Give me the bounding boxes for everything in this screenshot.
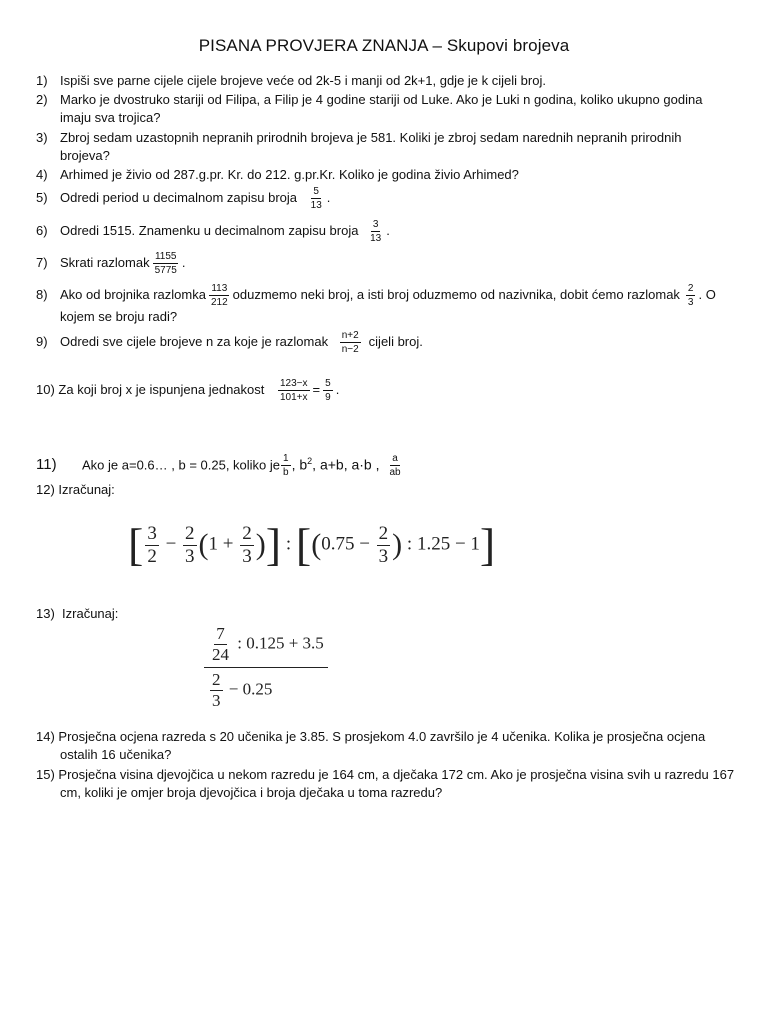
math-fraction [240, 523, 254, 568]
question-11 [36, 452, 406, 478]
fraction-numerator: a [392, 453, 398, 465]
fraction-denominator: 3 [687, 297, 694, 308]
question-13 [36, 605, 118, 623]
fraction [368, 219, 383, 244]
question-12 [36, 481, 115, 499]
question-9 [36, 330, 423, 355]
question-text: Izračunaj: [62, 606, 119, 621]
fraction [388, 453, 403, 478]
fraction-numerator: 113 [211, 283, 228, 294]
math-number: 1 [208, 533, 219, 555]
punctuation: . [326, 189, 331, 205]
compound-numerator [204, 624, 328, 668]
question-text: Marko je dvostruko stariji od Filipa, a Filip je 4 godine stariji od Luke. Ako je Luki n godina, koliko ukupno godina [60, 92, 703, 107]
fraction [209, 283, 230, 308]
fraction-denominator: n−2 [341, 344, 359, 355]
question-number: 5) [36, 189, 48, 205]
question-text: Ako je a=0.6… , b = 0.25, koliko je [82, 457, 281, 473]
question-text: Za koji broj x je ispunjena jednakost [58, 381, 265, 397]
question-number: 15) [36, 767, 55, 782]
fraction [309, 186, 324, 211]
question-number: 11) [36, 456, 57, 474]
fraction-denominator: 13 [370, 233, 382, 244]
fraction-denominator: b [283, 467, 289, 479]
page-title: PISANA PROVJERA ZNANJA – Skupovi brojeva [198, 36, 570, 55]
question-number: 13) [36, 606, 55, 621]
fraction-denominator: 212 [210, 297, 228, 308]
math-operator: + [222, 533, 234, 555]
bracket-open: [ [295, 519, 312, 570]
fraction-denominator: 13 [310, 200, 322, 211]
question-text: Prosječna ocjena razreda s 20 učenika je 3.85. S prosjekom 4.0 završilo je 4 učenika. Kolika je prosječna ocjena [58, 729, 706, 744]
question-text: Odredi period u decimalnom zapisu broja [60, 189, 298, 205]
fraction [281, 453, 291, 478]
math-denominator: 24 [212, 645, 229, 664]
math-numerator: 2 [185, 522, 195, 544]
question-number: 7) [36, 254, 48, 270]
question-8 [36, 283, 716, 326]
question-text: , b [291, 456, 308, 473]
question-text: , a+b, a·b , [312, 456, 380, 473]
math-operator: − [165, 533, 177, 555]
fraction-numerator: n+2 [341, 330, 359, 341]
question-5 [36, 186, 330, 211]
math-fraction [377, 523, 391, 568]
fraction-numerator: 5 [313, 186, 319, 197]
question-text: . O [698, 286, 716, 302]
fraction-denominator: 9 [325, 392, 331, 403]
question-text: cijeli broj. [368, 333, 423, 349]
fraction-numerator: 5 [325, 378, 331, 389]
question-number: 1) [36, 73, 48, 88]
bracket-open: [ [128, 519, 144, 570]
fraction [153, 251, 179, 276]
math-text: : 1.25 − 1 [406, 533, 480, 555]
fraction [686, 283, 696, 308]
question-text-continued: ostalih 16 učenika? [60, 747, 172, 762]
question-text: Prosječna visina djevojčica u nekom razredu je 164 cm, a dječaka 172 cm. Ako je prosječna visina svih u razredu 167 [58, 767, 735, 782]
question-number: 9) [36, 333, 48, 349]
question-text-continued: kojem se broju radi? [60, 309, 178, 324]
math-fraction [210, 670, 223, 711]
punctuation: . [181, 254, 186, 270]
question-number: 12) [36, 482, 55, 497]
fraction-numerator: 123−x [280, 378, 308, 389]
question-14 [36, 728, 705, 764]
math-fraction [183, 523, 197, 568]
math-number: 0.75 [321, 533, 355, 555]
math-denominator: 3 [378, 545, 389, 567]
question-text: Odredi 1515. Znamenku u decimalnom zapisu broja [60, 222, 359, 238]
fraction-denominator: ab [389, 467, 401, 479]
math-text: − 0.25 [228, 679, 273, 699]
fraction [323, 378, 333, 403]
equals-sign: = [312, 381, 321, 397]
question-7 [36, 251, 185, 276]
question-text: Ako od brojnika razlomka [60, 286, 206, 302]
question-number: 4) [36, 167, 48, 182]
fraction [340, 330, 361, 355]
fraction-numerator: 1155 [154, 251, 177, 262]
question-text: oduzmemo neki broj, a isti broj oduzmemo od nazivnika, dobit ćemo razlomak [232, 286, 680, 302]
paren-open: ( [311, 528, 322, 561]
question-text: Ispiši sve parne cijele cijele brojeve veće od 2k-5 i manji od 2k+1, gdje je k cijeli broj. [60, 73, 546, 88]
bracket-close: ] [265, 519, 282, 570]
fraction-numerator: 3 [372, 219, 379, 230]
math-numerator: 7 [216, 624, 225, 643]
question-text-continued: imaju sva trojica? [60, 110, 161, 125]
question-text: Zbroj sedam uzastopnih nepranih prirodnih brojeva je 581. Koliki je zbroj sedam narednih nepranih prirodnih [60, 130, 682, 145]
expression-13 [204, 624, 328, 711]
question-text: Izračunaj: [58, 482, 115, 497]
question-10 [36, 378, 339, 403]
compound-denominator [204, 668, 276, 711]
question-15 [36, 766, 734, 802]
fraction-numerator: 1 [283, 453, 289, 465]
question-text: Arhimed je živio od 287.g.pr. Kr. do 212. g.pr.Kr. Koliko je godina živio Arhimed? [60, 167, 519, 182]
question-2 [36, 91, 702, 127]
math-denominator: 3 [185, 545, 195, 567]
fraction-denominator: 101+x [280, 392, 308, 403]
punctuation: . [386, 222, 390, 238]
fraction [278, 378, 310, 403]
math-operator: : [285, 533, 292, 555]
math-denominator: 3 [242, 545, 252, 567]
math-numerator: 2 [212, 670, 221, 689]
question-number: 10) [36, 381, 55, 397]
paren-close: ) [392, 528, 403, 561]
math-text: : 0.125 + 3.5 [237, 633, 324, 653]
question-number: 3) [36, 130, 48, 145]
punctuation: . [335, 381, 340, 397]
question-number: 14) [36, 729, 55, 744]
question-1 [36, 72, 546, 90]
expression-12 [128, 519, 496, 570]
paren-close: ) [255, 528, 266, 561]
math-denominator: 2 [147, 545, 157, 567]
math-fraction [145, 523, 159, 568]
compound-fraction [204, 624, 328, 711]
question-text-continued: cm, koliki je omjer broja djevojčica i broja dječaka u toma razredu? [60, 785, 443, 800]
question-6 [36, 219, 390, 244]
question-number: 2) [36, 92, 48, 107]
paren-open: ( [198, 528, 209, 561]
exponent: 2 [307, 456, 313, 466]
math-fraction [210, 624, 231, 665]
math-numerator: 2 [378, 522, 389, 544]
math-operator: − [359, 533, 370, 555]
math-numerator: 3 [147, 522, 157, 544]
question-text: Skrati razlomak [60, 254, 150, 270]
question-text-continued: brojeva? [60, 148, 110, 163]
question-4 [36, 166, 519, 184]
fraction-denominator: 5775 [154, 265, 177, 276]
question-text: Odredi sve cijele brojeve n za koje je razlomak [60, 333, 329, 349]
question-3 [36, 129, 681, 165]
fraction-numerator: 2 [687, 283, 694, 294]
math-numerator: 2 [242, 522, 252, 544]
math-denominator: 3 [212, 691, 221, 710]
question-number: 8) [36, 286, 48, 302]
question-number: 6) [36, 222, 48, 238]
bracket-close: ] [479, 519, 496, 570]
